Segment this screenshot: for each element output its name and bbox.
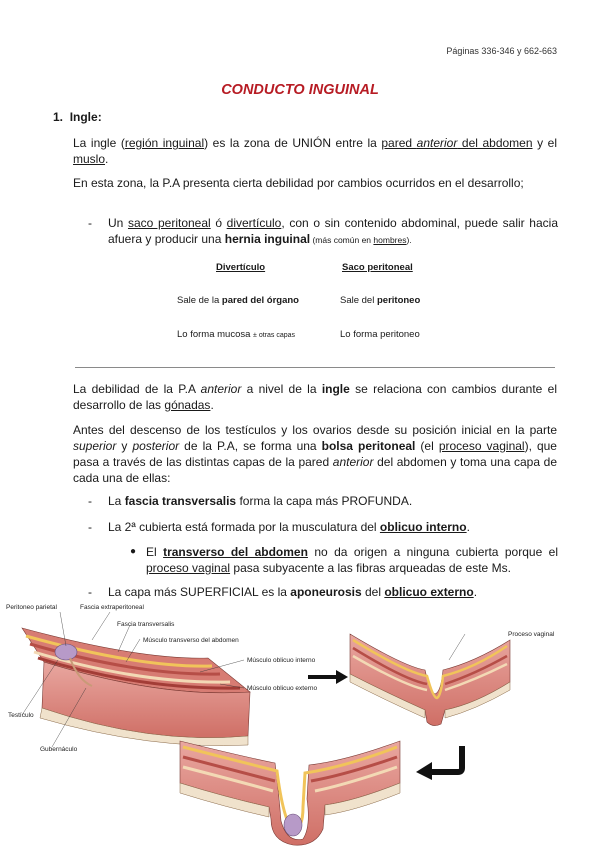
label-fascia-extraperitoneal: Fascia extraperitoneal xyxy=(80,604,144,611)
label-fascia-transversalis: Fascia transversalis xyxy=(117,621,175,628)
table-header-saco: Saco peritoneal xyxy=(342,262,413,273)
arrow-curved-icon xyxy=(414,744,470,780)
table-cell-r2c2: Lo forma peritoneo xyxy=(340,329,420,340)
divider xyxy=(75,367,555,368)
label-gubernaculo: Gubernáculo xyxy=(40,746,78,753)
label-oblicuo-externo: Músculo oblicuo externo xyxy=(247,685,318,692)
section-title: Ingle: xyxy=(69,110,102,124)
label-oblicuo-interno: Músculo oblicuo interno xyxy=(247,657,316,664)
paragraph-2: En esta zona, la P.A presenta cierta debilidad por cambios ocurridos en el desarrollo; xyxy=(73,176,524,190)
table-cell-r1c2: Sale del peritoneo xyxy=(340,295,421,306)
figure-saco-final xyxy=(175,735,405,847)
paragraph-1: La ingle (región inguinal) es la zona de UNIÓN entre la pared anterior del abdomen y el muslo. xyxy=(73,136,557,166)
label-proceso-vaginal: Proceso vaginal xyxy=(508,631,555,638)
label-peritoneo-parietal: Peritoneo parietal xyxy=(6,604,57,611)
paragraph-3: La debilidad de la P.A anterior a nivel de la ingle se relaciona con cambios durante el desarrollo de las gónadas. xyxy=(73,382,557,412)
page-title: CONDUCTO INGUINAL xyxy=(221,82,379,98)
arrow-right-icon xyxy=(306,668,350,686)
paragraph-4: Antes del descenso de los testículos y los ovarios desde su posición inicial en la parte superior y posterior de la P.A, se forma una bolsa peritoneal (el proceso vaginal), que pasa a través de las distintas capas de la pared anterior del abdomen y toma una capa de cada una de ellas: xyxy=(73,423,557,485)
table-cell-r1c1: Sale de la pared del órgano xyxy=(177,295,299,306)
section-number: 1. xyxy=(53,110,64,124)
figure-proceso-vaginal xyxy=(345,612,515,730)
table-cell-r2c1: Lo forma mucosa ± otras capas xyxy=(177,329,296,340)
label-testiculo: Testículo xyxy=(8,712,34,719)
label-transverso: Músculo transverso del abdomen xyxy=(143,637,239,644)
section-heading xyxy=(53,110,102,124)
table-header-diverticulo: Divertículo xyxy=(216,262,266,273)
page-reference: Páginas 336-346 y 662-663 xyxy=(446,46,557,56)
